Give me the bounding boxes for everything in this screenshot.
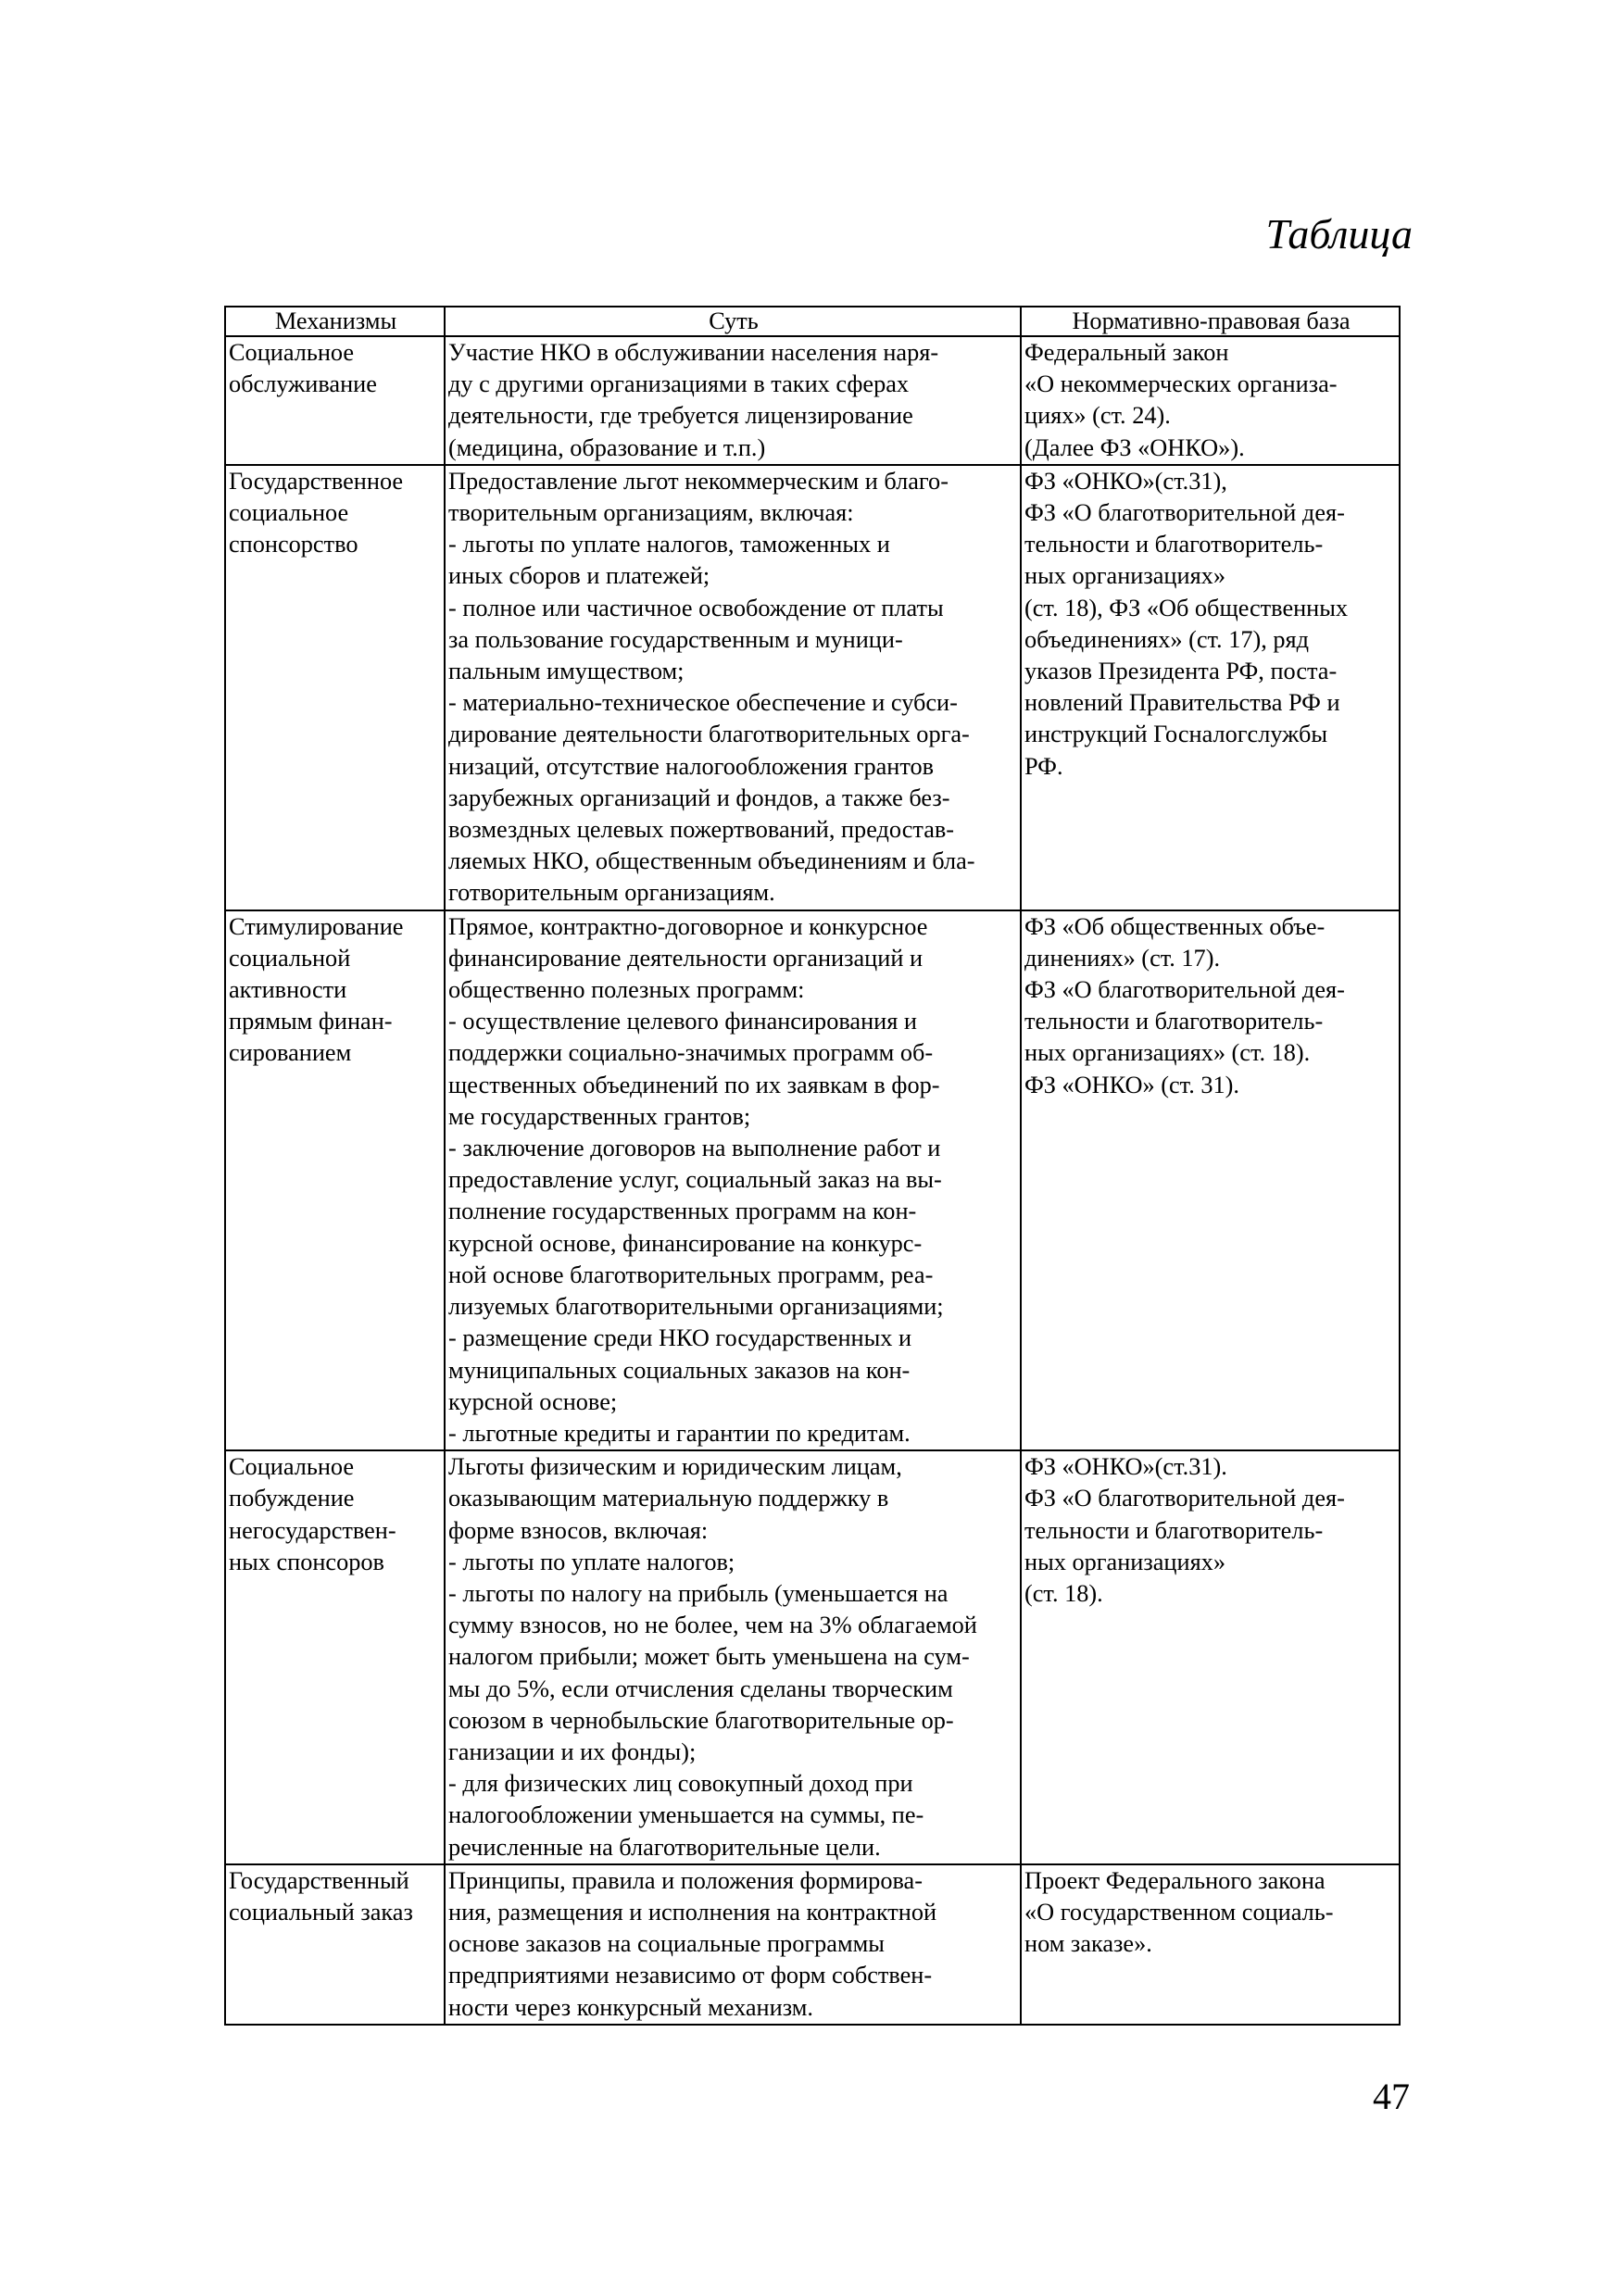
cell-line: ФЗ «ОНКО» (ст. 31). xyxy=(1024,1071,1239,1098)
cell-line: ных организациях» xyxy=(1024,1548,1225,1575)
essence-cell xyxy=(445,336,1021,465)
cell-line: (медицина, образование и т.п.) xyxy=(448,433,766,461)
cell-line: «О некоммерческих организа- xyxy=(1024,370,1338,398)
cell-line: циях» (ст. 24). xyxy=(1024,402,1171,430)
cell-line: спонсорство xyxy=(229,531,358,558)
table-body xyxy=(225,336,1400,2025)
cell-line: (ст. 18), ФЗ «Об общественных xyxy=(1024,594,1349,621)
table-caption: Таблица xyxy=(1265,210,1413,257)
header-mechanisms: Механизмы xyxy=(225,307,445,336)
cell-line: деятельности, где требуется лицензирование xyxy=(448,402,913,430)
cell-line: сированием xyxy=(229,1039,352,1067)
cell-line: речисленные на благотворительные цели. xyxy=(448,1833,881,1861)
cell-line: налогом прибыли; может быть уменьшена на сум- xyxy=(448,1643,970,1671)
table-row xyxy=(225,910,1400,1450)
essence-cell xyxy=(445,1864,1021,2025)
table-row xyxy=(225,1864,1400,2025)
cell-line: сумму взносов, но не более, чем на 3% облагаемой xyxy=(448,1612,977,1639)
table-row xyxy=(225,336,1400,465)
mechanism-cell xyxy=(225,1864,445,2025)
mechanism-cell xyxy=(225,1450,445,1864)
cell-line: ляемых НКО, общественным объединениям и бла- xyxy=(448,847,975,875)
legal-basis-cell xyxy=(1021,910,1400,1450)
cell-line: - для физических лиц совокупный доход при xyxy=(448,1770,913,1798)
cell-line: курсной основе; xyxy=(448,1387,618,1415)
cell-line: предприятиями независимо от форм собствен- xyxy=(448,1962,933,1989)
cell-line: лизуемых благотворительными организациями; xyxy=(448,1293,944,1321)
cell-line: Государственный xyxy=(229,1866,409,1894)
cell-line: Государственное xyxy=(229,467,404,495)
cell-line: указов Президента РФ, поста- xyxy=(1024,658,1338,685)
cell-line: муниципальных социальных заказов на кон- xyxy=(448,1356,911,1384)
cell-line: общественно полезных программ: xyxy=(448,976,805,1004)
legal-basis-cell xyxy=(1021,1864,1400,2025)
cell-line: Федеральный закон xyxy=(1024,339,1229,366)
cell-line: Предоставление льгот некоммерческим и благо- xyxy=(448,467,949,495)
cell-line: мы до 5%, если отчисления сделаны творческим xyxy=(448,1675,953,1702)
cell-line: ФЗ «О благотворительной дея- xyxy=(1024,499,1345,527)
cell-line: тельности и благотворитель- xyxy=(1024,1008,1324,1035)
cell-line: ФЗ «О благотворительной дея- xyxy=(1024,1485,1345,1512)
cell-line: готворительным организациям. xyxy=(448,879,775,907)
cell-line: ФЗ «ОНКО»(ст.31). xyxy=(1024,1453,1227,1481)
cell-line: ных спонсоров xyxy=(229,1548,384,1575)
cell-line: (ст. 18). xyxy=(1024,1579,1103,1607)
mechanism-cell xyxy=(225,465,445,910)
cell-line: ФЗ «Об общественных объе- xyxy=(1024,912,1326,940)
cell-line: ных организациях» (ст. 18). xyxy=(1024,1039,1311,1067)
cell-line: курсной основе, финансирование на конкурс- xyxy=(448,1229,923,1257)
cell-line: Социальное xyxy=(229,1453,355,1481)
cell-line: активности xyxy=(229,976,347,1004)
essence-cell xyxy=(445,910,1021,1450)
cell-line: оказывающим материальную поддержку в xyxy=(448,1485,889,1512)
cell-line: Прямое, контрактно-договорное и конкурсное xyxy=(448,912,928,940)
cell-line: возмездных целевых пожертвований, предостав- xyxy=(448,816,955,844)
mechanism-cell xyxy=(225,910,445,1450)
cell-line: (Далее ФЗ «ОНКО»). xyxy=(1024,433,1245,461)
cell-line: - полное или частичное освобождение от платы xyxy=(448,594,944,621)
cell-line: ме государственных грантов; xyxy=(448,1102,751,1130)
cell-line: дирование деятельности благотворительных орга- xyxy=(448,721,970,748)
cell-line: побуждение xyxy=(229,1485,355,1512)
cell-line: ду с другими организациями в таких сферах xyxy=(448,370,910,398)
cell-line: ния, размещения и исполнения на контрактной xyxy=(448,1898,937,1926)
cell-line: ФЗ «О благотворительной дея- xyxy=(1024,976,1345,1004)
cell-line: инструкций Госналогслужбы xyxy=(1024,721,1328,748)
cell-line: тельности и благотворитель- xyxy=(1024,1516,1324,1544)
cell-line: ной основе благотворительных программ, реа- xyxy=(448,1261,934,1288)
cell-line: РФ. xyxy=(1024,752,1063,780)
legal-basis-cell xyxy=(1021,336,1400,465)
cell-line: - осуществление целевого финансирования и xyxy=(448,1008,917,1035)
cell-line: - льготные кредиты и гарантии по кредитам. xyxy=(448,1419,911,1447)
cell-line: объединениях» (ст. 17), ряд xyxy=(1024,625,1310,653)
table-row xyxy=(225,1450,1400,1864)
cell-line: основе заказов на социальные программы xyxy=(448,1930,885,1958)
cell-line: социальное xyxy=(229,499,349,527)
cell-line: Проект Федерального закона xyxy=(1024,1866,1326,1894)
cell-line: «О государственном социаль- xyxy=(1024,1898,1334,1926)
cell-line: союзом в чернобыльские благотворительные ор- xyxy=(448,1706,954,1734)
cell-line: ности через конкурсный механизм. xyxy=(448,1993,813,2021)
page-number: 47 xyxy=(1373,2076,1410,2117)
essence-cell xyxy=(445,1450,1021,1864)
cell-line: Льготы физическим и юридическим лицам, xyxy=(448,1453,902,1481)
cell-line: финансирование деятельности организаций и xyxy=(448,944,924,972)
cell-line: творительным организациям, включая: xyxy=(448,499,854,527)
cell-line: зарубежных организаций и фондов, а также без- xyxy=(448,784,950,811)
cell-line: динениях» (ст. 17). xyxy=(1024,944,1221,972)
cell-line: ФЗ «ОНКО»(ст.31), xyxy=(1024,467,1227,495)
cell-line: - материально-техническое обеспечение и субси- xyxy=(448,689,958,717)
cell-line: обслуживание xyxy=(229,370,377,398)
cell-line: прямым финан- xyxy=(229,1008,393,1035)
cell-line: Участие НКО в обслуживании населения наря- xyxy=(448,339,939,366)
cell-line: ном заказе». xyxy=(1024,1930,1152,1958)
cell-line: низаций, отсутствие налогообложения грантов xyxy=(448,752,935,780)
cell-line: - размещение среди НКО государственных и xyxy=(448,1324,912,1352)
cell-line: Стимулирование xyxy=(229,912,404,940)
header-essence: Суть xyxy=(445,307,1021,336)
cell-line: предоставление услуг, социальный заказ на вы- xyxy=(448,1166,942,1194)
table-header-row xyxy=(225,307,1400,336)
cell-line: полнение государственных программ на кон- xyxy=(448,1198,917,1225)
cell-line: - льготы по налогу на прибыль (уменьшается на xyxy=(448,1579,949,1607)
cell-line: - заключение договоров на выполнение работ и xyxy=(448,1135,941,1162)
cell-line: иных сборов и платежей; xyxy=(448,562,710,590)
cell-line: налогообложении уменьшается на суммы, пе- xyxy=(448,1801,924,1829)
cell-line: щественных объединений по их заявкам в фор- xyxy=(448,1071,940,1098)
cell-line: социальный заказ xyxy=(229,1898,413,1926)
cell-line: Социальное xyxy=(229,339,355,366)
essence-cell xyxy=(445,465,1021,910)
cell-line: форме взносов, включая: xyxy=(448,1516,709,1544)
cell-line: пальным имуществом; xyxy=(448,658,685,685)
cell-line: тельности и благотворитель- xyxy=(1024,531,1324,558)
cell-line: ганизации и их фонды); xyxy=(448,1738,697,1765)
legal-basis-cell xyxy=(1021,1450,1400,1864)
header-legal-basis: Нормативно-правовая база xyxy=(1021,307,1400,336)
cell-line: за пользование государственным и муници- xyxy=(448,625,903,653)
cell-line: ных организациях» xyxy=(1024,562,1225,590)
cell-line: социальной xyxy=(229,944,351,972)
cell-line: поддержки социально-значимых программ об- xyxy=(448,1039,934,1067)
cell-line: негосударствен- xyxy=(229,1516,396,1544)
cell-line: - льготы по уплате налогов, таможенных и xyxy=(448,531,890,558)
cell-line: Принципы, правила и положения формирова- xyxy=(448,1866,923,1894)
cell-line: - льготы по уплате налогов; xyxy=(448,1548,735,1575)
legal-basis-cell xyxy=(1021,465,1400,910)
mechanism-cell xyxy=(225,336,445,465)
cell-line: новлений Правительства РФ и xyxy=(1024,689,1340,717)
table-row xyxy=(225,465,1400,910)
mechanisms-table xyxy=(224,306,1401,2026)
